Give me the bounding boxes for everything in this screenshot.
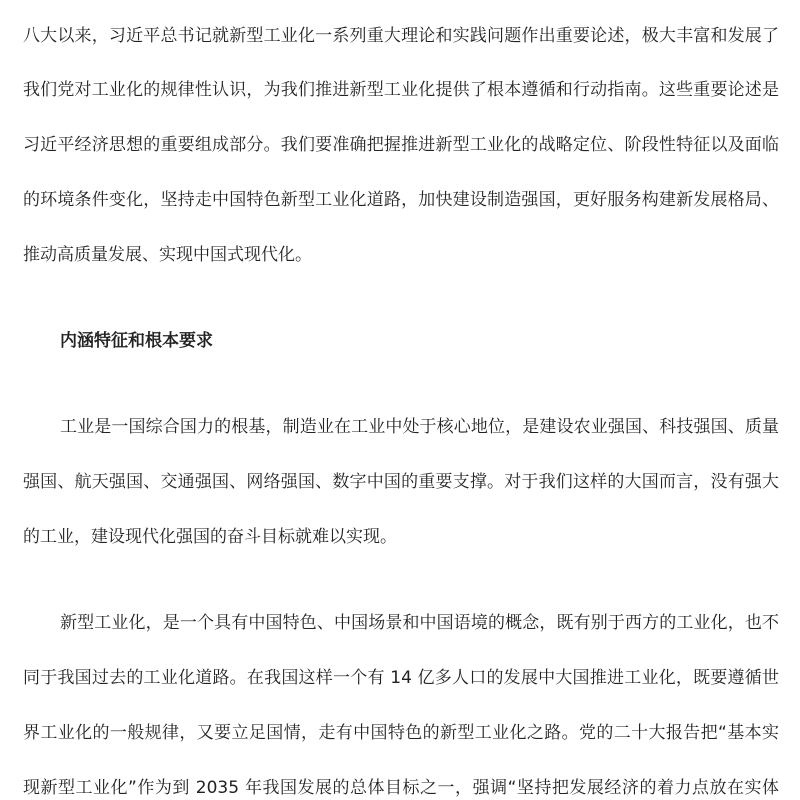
para1-line-3: 的工业，建设现代化强国的奋斗目标就难以实现。 xyxy=(23,527,397,547)
para2-line-3: 界工业化的一般规律，又要立足国情，走有中国特色的新型工业化之路。党的二十大报告把“基本实 xyxy=(23,723,779,743)
intro-line-5: 推动高质量发展、实现中国式现代化。 xyxy=(23,245,312,265)
para1-line-2: 强国、航天强国、交通强国、网络强国、数字中国的重要支撑。对于我们这样的大国而言，没有强大 xyxy=(23,472,779,492)
intro-line-1: 八大以来，习近平总书记就新型工业化一系列重大理论和实践问题作出重要论述，极大丰富和发展了 xyxy=(23,26,779,46)
para2-line-4: 现新型工业化”作为到 2035 年我国发展的总体目标之一，强调“坚持把发展经济的着力点放在实体 xyxy=(23,778,779,798)
para2-line-2: 同于我国过去的工业化道路。在我国这样一个有 14 亿多人口的发展中大国推进工业化，既要遵循世 xyxy=(23,668,779,688)
section-heading: 内涵特征和根本要求 xyxy=(60,331,213,351)
para2-line-1: 新型工业化，是一个具有中国特色、中国场景和中国语境的概念，既有别于西方的工业化，也不 xyxy=(60,613,779,633)
intro-line-2: 我们党对工业化的规律性认识，为我们推进新型工业化提供了根本遵循和行动指南。这些重要论述是 xyxy=(23,80,779,100)
para1-line-1: 工业是一国综合国力的根基，制造业在工业中处于核心地位，是建设农业强国、科技强国、质量 xyxy=(60,417,779,437)
intro-line-4: 的环境条件变化，坚持走中国特色新型工业化道路，加快建设制造强国，更好服务构建新发展格局、 xyxy=(23,190,779,210)
intro-line-3: 习近平经济思想的重要组成部分。我们要准确把握推进新型工业化的战略定位、阶段性特征以及面临 xyxy=(23,135,779,155)
